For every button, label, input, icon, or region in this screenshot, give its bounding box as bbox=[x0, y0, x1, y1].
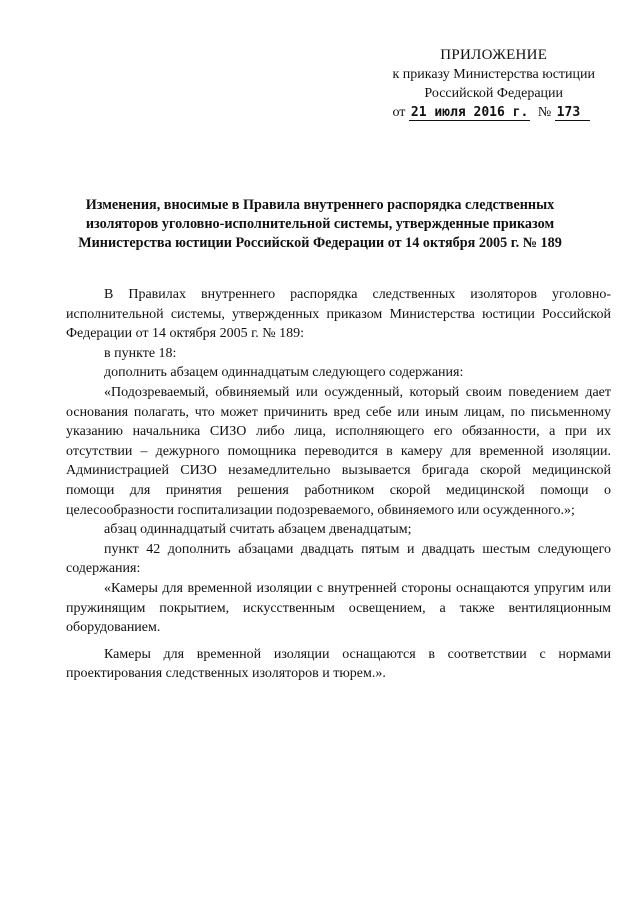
appendix-date-line bbox=[392, 103, 595, 122]
paragraph-quote-1: «Подозреваемый, обвиняемый или осужденный, который своим поведением дает основания полагать, что может причинить вред себе или иным лицам, по письменному указанию начальника СИЗО либо лица, исполняющего его обязанности, а при их отсутствии – дежурного помощника переводится в камеру для временной изоляции. Администрацией СИЗО незамедлительно вызывается бригада скорой медицинской помощи для принятия решения работником скорой медицинской помощи о целесообразности госпитализации подозреваемого, обвиняемого или осужденного.»; bbox=[66, 384, 611, 518]
paragraph-item-18: в пункте 18: bbox=[104, 345, 177, 361]
number-prefix: № bbox=[537, 105, 552, 120]
appendix-block bbox=[392, 46, 595, 122]
paragraph-quote-2: «Камеры для временной изоляции с внутренней стороны оснащаются упругим или пружинящим покрытием, искусственным освещением, а также вентиляционным оборудованием. bbox=[66, 580, 611, 636]
appendix-title: ПРИЛОЖЕНИЕ bbox=[440, 47, 548, 63]
appendix-country-line: Российской Федерации bbox=[424, 86, 564, 101]
paragraph-quote-3: Камеры для временной изоляции оснащаются в соответствии с нормами проектирования следственных изоляторов и тюрем.». bbox=[66, 646, 611, 682]
number-value: 173 bbox=[555, 106, 590, 121]
appendix-order-line: к приказу Министерства юстиции bbox=[392, 67, 595, 82]
date-value: 21 июля 2016 г. bbox=[410, 105, 529, 120]
paragraph-item-42: пункт 42 дополнить абзацами двадцать пятым и двадцать шестым следующего содержания: bbox=[66, 541, 611, 577]
paragraph-intro: В Правилах внутреннего распорядка следственных изоляторов уголовно-исполнительной системы, утвержденных приказом Министерства юстиции Российской Федерации от 14 октября 2005 г. № 189: bbox=[66, 287, 611, 342]
document-heading: Изменения, вносимые в Правила внутреннего распорядка следственных изоляторов уголовно-исполнительной системы, утвержденные приказом Министерства юстиции Российской Федерации от 14 октября 2005 г. № 189 bbox=[78, 197, 562, 251]
paragraph-renumber: абзац одиннадцатый считать абзацем двенадцатым; bbox=[104, 522, 412, 538]
paragraph-add-11: дополнить абзацем одиннадцатым следующего содержания: bbox=[104, 365, 464, 381]
date-prefix: от bbox=[392, 105, 406, 120]
document-body bbox=[66, 285, 611, 684]
